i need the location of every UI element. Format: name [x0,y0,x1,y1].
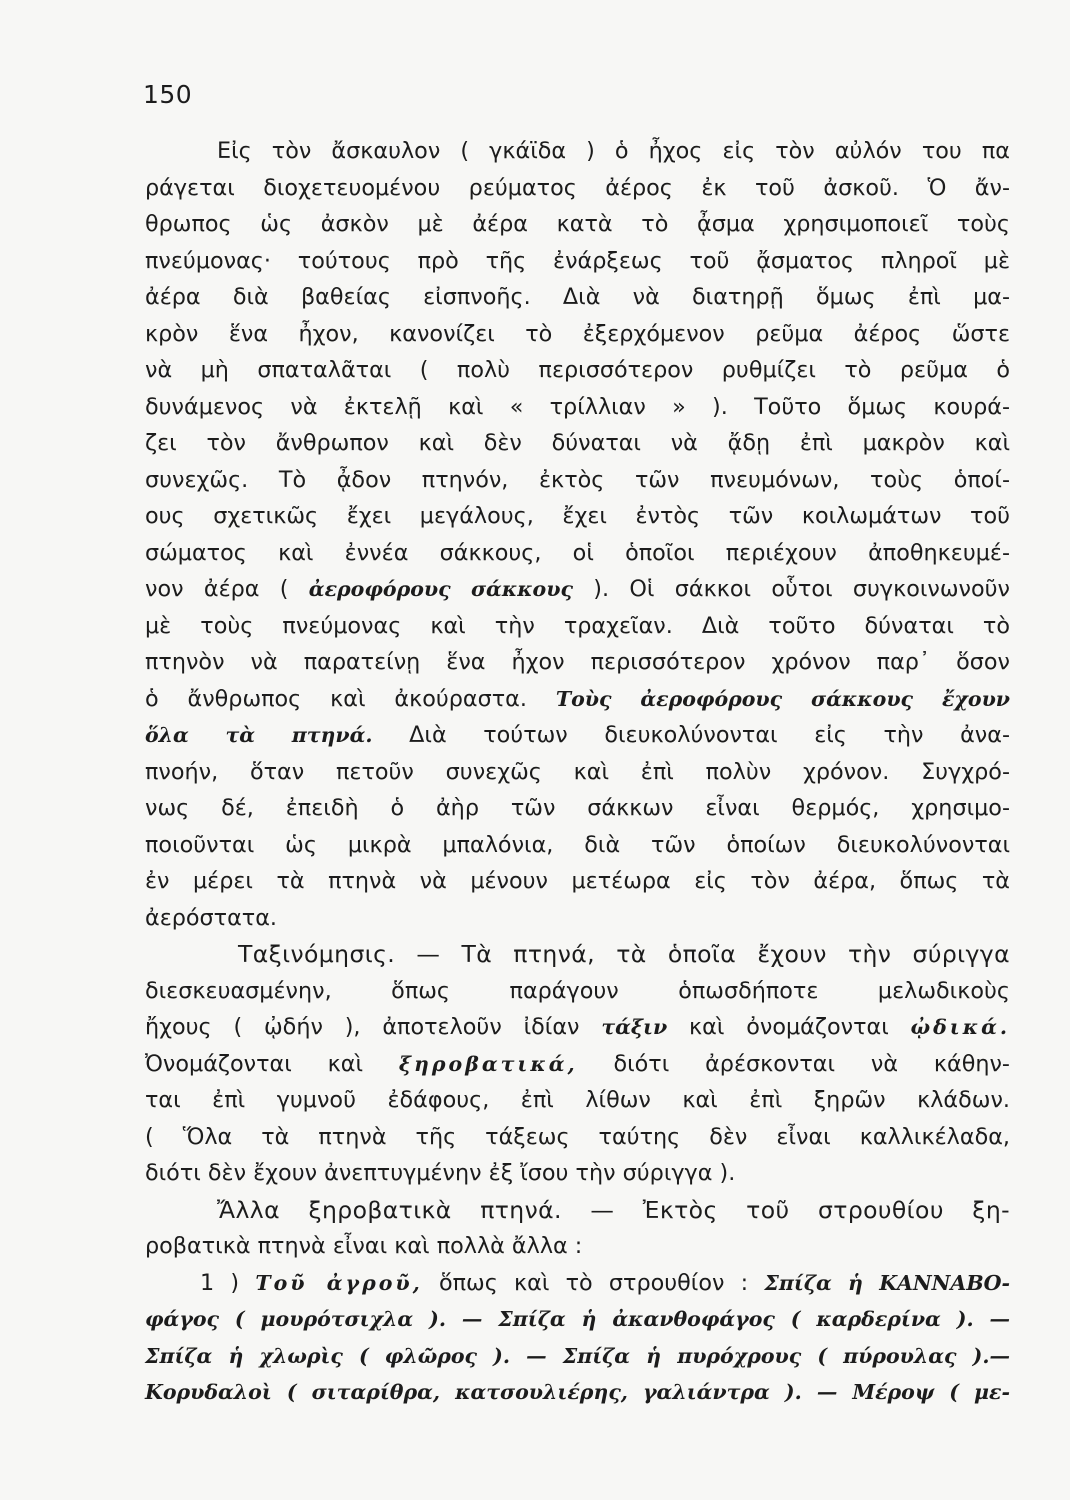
text-line: διότι δὲν ἔχουν ἀνεπτυγμένην ἐξ ἴσου τὴν σύριγγα ). [145,1160,736,1186]
italic-term: τάξιν [601,1015,668,1039]
text-line: Ὀνομάζονται καὶ ξηροβατικά, διότι ἀρέσκονται νὰ κάθην- [145,1050,1010,1077]
text-line: συνεχῶς. Τὸ ᾆδον πτηνόν, ἐκτὸς τῶν πνευμόνων, τοὺς ὁποί- [145,466,1010,493]
text-line: νὰ μὴ σπαταλᾶται ( πολὺ περισσότερον ρυθμίζει τὸ ρεῦμα ὁ [145,357,1010,383]
italic-term: ξηροβατικά, [398,1051,578,1076]
text-line [145,1301,1010,1338]
text-line: κρὸν ἕνα ἦχον, κανονίζει τὸ ἐξερχόμενον ρεῦμα ἀέρος ὥστε [145,320,1010,347]
text-line: ἀερόστατα. [145,904,278,931]
text-line: ἐν μέρει τὰ πτηνὰ νὰ μένουν μετέωρα εἰς τὸν ἀέρα, ὅπως τὰ [145,868,1010,894]
text-line: ται ἐπὶ γυμνοῦ ἐδάφους, ἐπὶ λίθων καὶ ἐπὶ ξηρῶν κλάδων. [145,1087,1010,1113]
text-line: ( Ὅλα τὰ πτηνὰ τῆς τάξεως ταύτης δὲν εἶναι καλλικέλαδα, [145,1123,1010,1150]
text-line: ἀέρα διὰ βαθείας εἰσπνοῆς. Διὰ νὰ διατηρῇ ὅμως ἐπὶ μα- [145,284,1010,310]
italic-term: Κορυδαλοὶ ( σιταρίθρα, κατσουλιέρης, γαλιάντρα ). — Μέροψ ( με- [145,1380,1010,1404]
italic-term: ἀεροφόρους σάκκους [308,577,573,601]
text-line [145,1338,1010,1375]
text-line: πνεύμονας· τούτους πρὸ τῆς ἐνάρξεως τοῦ ᾄσματος πληροῖ μὲ [145,247,1010,274]
text-line: θρωπος ὡς ἀσκὸν μὲ ἀέρα κατὰ τὸ ᾆσμα χρησιμοποιεῖ τοὺς [145,211,1010,237]
text-line: διεσκευασμένην, ὅπως παράγουν ὁπωσδήποτε μελωδικοὺς [145,977,1010,1004]
text-line: ροβατικὰ πτηνὰ εἶναι καὶ πολλὰ ἄλλα : [145,1233,583,1259]
text-line: ζει τὸν ἄνθρωπον καὶ δὲν δύναται νὰ ᾄδῃ ἐπὶ μακρὸν καὶ [145,430,1010,456]
text-line: μὲ τοὺς πνεύμονας καὶ τὴν τραχεῖαν. Διὰ τοῦτο δύναται τὸ [145,612,1010,639]
text-line: πτηνὸν νὰ παρατείνῃ ἕνα ἦχον περισσότερον χρόνον παρ᾽ ὅσον [145,649,1010,675]
italic-term: Σπίζα ἡ ΚΑΝΝΑΒΟ- [764,1270,1011,1295]
italic-term: φάγος ( μουρότσιχλα ). — Σπίζα ἡ ἀκανθοφάγος ( καρδερίνα ). — [145,1307,1010,1331]
italic-term: ᾠδικά. [910,1015,1010,1039]
text-line: νον ἀέρα ( ἀεροφόρους σάκκους ). Οἱ σάκκοι οὗτοι συγκοινωνοῦν [145,576,1010,602]
text-line: Εἰς τὸν ἄσκαυλον ( γκάϊδα ) ὁ ἦχος εἰς τὸν αὐλόν του πα [217,138,1010,164]
italic-term: Σπίζα ἡ χλωρὶς ( φλῶρος ). — Σπίζα ἡ πυρόχρους ( πύρουλας ).— [145,1343,1010,1368]
section-heading-line: Ἄλλα ξηροβατικὰ πτηνά. — Ἐκτὸς τοῦ στρουθίου ξη- [217,1195,1010,1224]
text-line: ὅλα τὰ πτηνά. Διὰ τούτων διευκολύνονται εἰς τὴν ἀνα- [145,722,1010,748]
text-line: πνοήν, ὅταν πετοῦν συνεχῶς καὶ ἐπὶ πολὺν χρόνον. Συγχρό- [145,758,1010,785]
italic-term: Τοὺς ἀεροφόρους σάκκους ἔχουν [555,686,1011,711]
text-line [145,1374,1010,1411]
text-line: ὁ ἄνθρωπος καὶ ἀκούραστα. Τοὺς ἀεροφόρους σάκκους ἔχουν [145,685,1011,712]
page-number: 150 [143,80,193,109]
italic-term: ὅλα τὰ πτηνά. [145,723,373,747]
section-heading-line: Ταξινόμησις. — Τὰ πτηνά, τὰ ὁποῖα ἔχουν τὴν σύριγγα [238,940,1010,968]
text-line: ποιοῦνται ὡς μικρὰ μπαλόνια, διὰ τῶν ὁποίων διευκολύνονται [145,831,1010,858]
text-line: δυνάμενος νὰ ἐκτελῇ καὶ « τρίλλιαν » ). Τοῦτο ὅμως κουρά- [145,393,1010,420]
italic-term: Τοῦ ἀγροῦ, [255,1270,423,1295]
text-line: σώματος καὶ ἐννέα σάκκους, οἱ ὁποῖοι περιέχουν ἀποθηκευμέ- [145,539,1010,566]
text-line: ους σχετικῶς ἔχει μεγάλους, ἔχει ἐντὸς τῶν κοιλωμάτων τοῦ [145,503,1010,529]
text-line: ἤχους ( ᾠδήν ), ἀποτελοῦν ἰδίαν τάξιν καὶ ὀνομάζονται ᾠδικά. [145,1014,1010,1040]
text-line: 1 ) Τοῦ ἀγροῦ, ὅπως καὶ τὸ στρουθίον : Σπίζα ἡ ΚΑΝΝΑΒΟ- [200,1269,1011,1296]
text-line: νως δέ, ἐπειδὴ ὁ ἀὴρ τῶν σάκκων εἶναι θερμός, χρησιμο- [145,795,1010,821]
text-line: ράγεται διοχετευομένου ρεύματος ἀέρος ἐκ τοῦ ἀσκοῦ. Ὁ ἄν- [145,174,1010,201]
body-text [145,133,1010,1411]
